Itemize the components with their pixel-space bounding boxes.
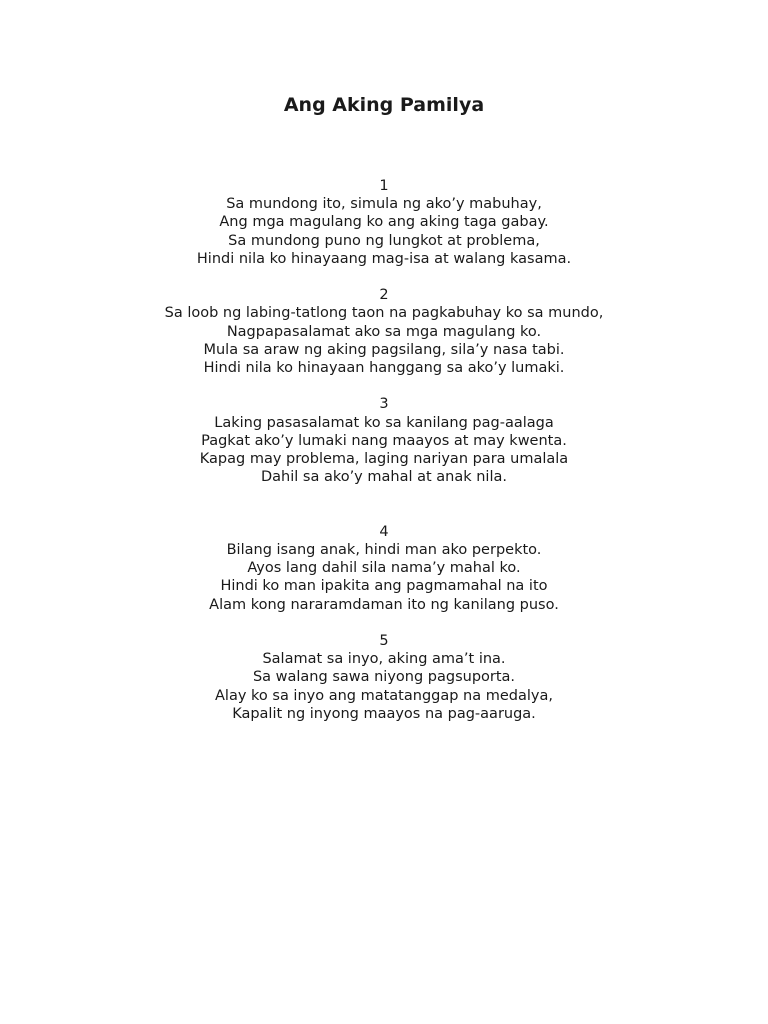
stanza-3 (0, 395, 768, 486)
poem-line: Sa mundong puno ng lungkot at problema, (228, 232, 540, 249)
stanza-1 (0, 177, 768, 268)
stanza-2 (0, 286, 768, 377)
stanza-4 (0, 523, 768, 614)
poem-title: Ang Aking Pamilya (283, 94, 485, 116)
poem-line: Kapag may problema, laging nariyan para umalala (199, 451, 569, 468)
poem-line: Sa loob ng labing-tatlong taon na pagkabuhay ko sa mundo, (164, 305, 604, 322)
poem-line: Ayos lang dahil sila nama’y mahal ko. (247, 560, 521, 577)
stanza-5 (0, 632, 768, 723)
poem-line: Hindi ko man ipakita ang pagmamahal na ito (220, 578, 548, 595)
poem-line: Laking pasasalamat ko sa kanilang pag-aalaga (214, 414, 554, 431)
poem-line: Sa mundong ito, simula ng ako’y mabuhay, (226, 196, 542, 213)
poem-line: Pagkat ako’y lumaki nang maayos at may kwenta. (201, 432, 567, 449)
poem-line: Alam kong nararamdaman ito ng kanilang puso. (209, 596, 559, 613)
poem-body (0, 177, 768, 741)
poem-line: Salamat sa inyo, aking ama’t ina. (262, 651, 506, 668)
poem-line: Alay ko sa inyo ang matatanggap na medalya, (215, 687, 553, 704)
stanza-number: 5 (379, 633, 389, 650)
stanza-number: 3 (379, 396, 389, 413)
stanza-number: 1 (379, 178, 389, 194)
stanza-number: 2 (379, 287, 389, 304)
poem-line: Bilang isang anak, hindi man ako perpekto. (226, 542, 542, 559)
poem-line: Nagpapasalamat ako sa mga magulang ko. (226, 323, 542, 340)
stanza-number: 4 (379, 523, 389, 540)
poem-line: Hindi nila ko hinayaang mag-isa at walang kasama. (196, 250, 572, 267)
poem-line: Kapalit ng inyong maayos na pag-aaruga. (232, 705, 536, 722)
poem-line: Dahil sa ako’y mahal at anak nila. (260, 469, 507, 486)
poem-line: Hindi nila ko hinayaan hanggang sa ako’y lumaki. (203, 360, 565, 377)
poem-line: Sa walang sawa niyong pagsuporta. (252, 669, 516, 686)
poem-line: Ang mga magulang ko ang aking taga gabay. (219, 214, 549, 231)
poem-line: Mula sa araw ng aking pagsilang, sila’y nasa tabi. (203, 341, 565, 358)
